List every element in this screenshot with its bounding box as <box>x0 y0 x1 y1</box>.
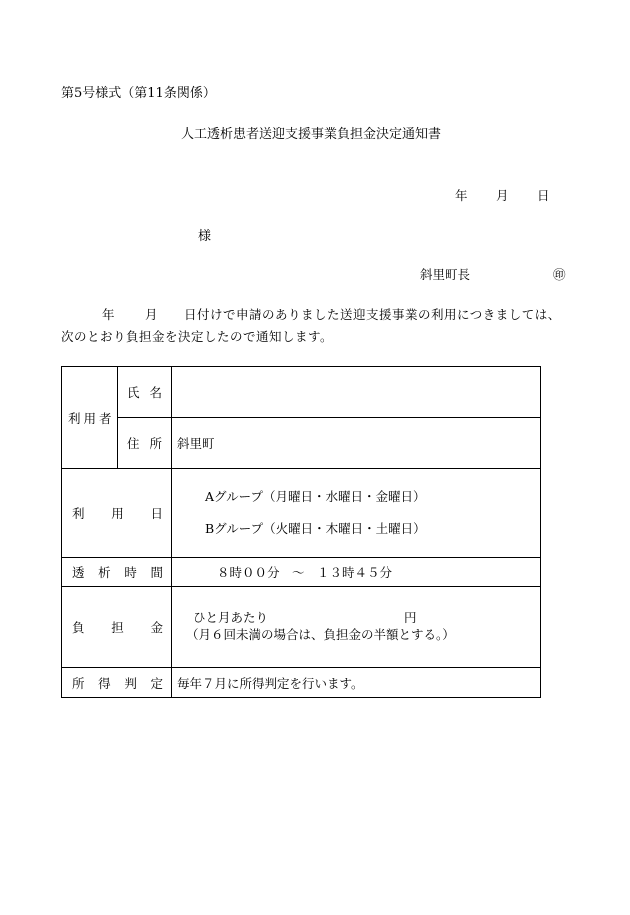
usage-day-label-1: 利 <box>72 506 85 521</box>
user-label: 利用者 <box>68 410 115 426</box>
income-label-3: 判 <box>124 675 137 691</box>
address-label-1: 住 <box>127 436 140 451</box>
group-b: Bグループ（火曜日・木曜日・土曜日） <box>205 521 426 536</box>
dialysis-time-label-cell <box>62 558 172 587</box>
dialysis-time-label-2: 析 <box>98 565 111 580</box>
document-title: 人工透析患者送迎支援事業負担金決定通知書 <box>181 127 442 142</box>
dialysis-time-label-3: 時 <box>124 565 137 580</box>
name-label-1: 氏 <box>127 385 140 400</box>
addressee-suffix: 様 <box>198 229 212 244</box>
row-usage-day <box>62 469 541 558</box>
usage-day-label-cell <box>62 469 172 558</box>
burden-per-month: ひと月あたり <box>193 610 269 626</box>
body-line1-rest: 日付けで申請のありました送迎支援事業の利用につきましては、 <box>184 307 561 322</box>
burden-label-1: 負 <box>72 620 85 635</box>
income-value: 毎年７月に所得判定を行います。 <box>177 675 364 691</box>
name-label-2: 名 <box>149 385 162 400</box>
dialysis-time-value: ８時００分 ～ １３時４５分 <box>217 565 393 580</box>
income-value-cell <box>172 668 541 698</box>
group-a: Aグループ（月曜日・水曜日・金曜日） <box>205 488 426 504</box>
body-line2: 次のとおり負担金を決定したので通知します。 <box>61 329 334 344</box>
burden-yen: 円 <box>404 610 417 626</box>
burden-label-3: 金 <box>150 620 163 635</box>
usage-day-value-cell <box>172 469 541 558</box>
usage-day-label-2: 用 <box>111 506 124 521</box>
row-name <box>62 367 541 418</box>
user-label-cell <box>62 367 118 469</box>
address-label-2: 所 <box>149 436 162 451</box>
name-value <box>172 385 177 400</box>
burden-label-2: 担 <box>111 620 124 635</box>
name-value-cell <box>172 367 541 418</box>
dialysis-time-label-4: 間 <box>150 565 163 580</box>
decision-table <box>61 366 541 698</box>
address-value-cell <box>172 418 541 469</box>
body-year: 年 <box>102 307 115 322</box>
row-income <box>62 668 541 698</box>
income-label-4: 定 <box>150 675 163 691</box>
burden-value-cell <box>172 587 541 668</box>
row-address <box>62 418 541 469</box>
address-label-cell <box>118 418 172 469</box>
date-year: 年 <box>455 188 468 203</box>
dialysis-time-label-1: 透 <box>72 565 85 580</box>
usage-day-label-3: 日 <box>150 506 163 521</box>
date-month: 月 <box>496 188 509 203</box>
burden-note: （月６回未満の場合は、負担金の半額とする。） <box>186 627 455 642</box>
seal-mark: ㊞ <box>553 267 566 282</box>
burden-label-cell <box>62 587 172 668</box>
form-number: 第5号様式（第11条関係） <box>61 86 216 101</box>
address-value: 斜里町 <box>177 436 215 451</box>
name-label-cell <box>118 367 172 418</box>
dialysis-time-value-cell <box>172 558 541 587</box>
body-month: 月 <box>145 307 158 322</box>
issuer-name: 斜里町長 <box>420 267 471 282</box>
income-label-2: 得 <box>98 675 111 691</box>
row-dialysis-time <box>62 558 541 587</box>
date-day: 日 <box>537 188 550 203</box>
row-burden <box>62 587 541 668</box>
income-label-cell <box>62 668 172 698</box>
income-label-1: 所 <box>72 675 85 691</box>
